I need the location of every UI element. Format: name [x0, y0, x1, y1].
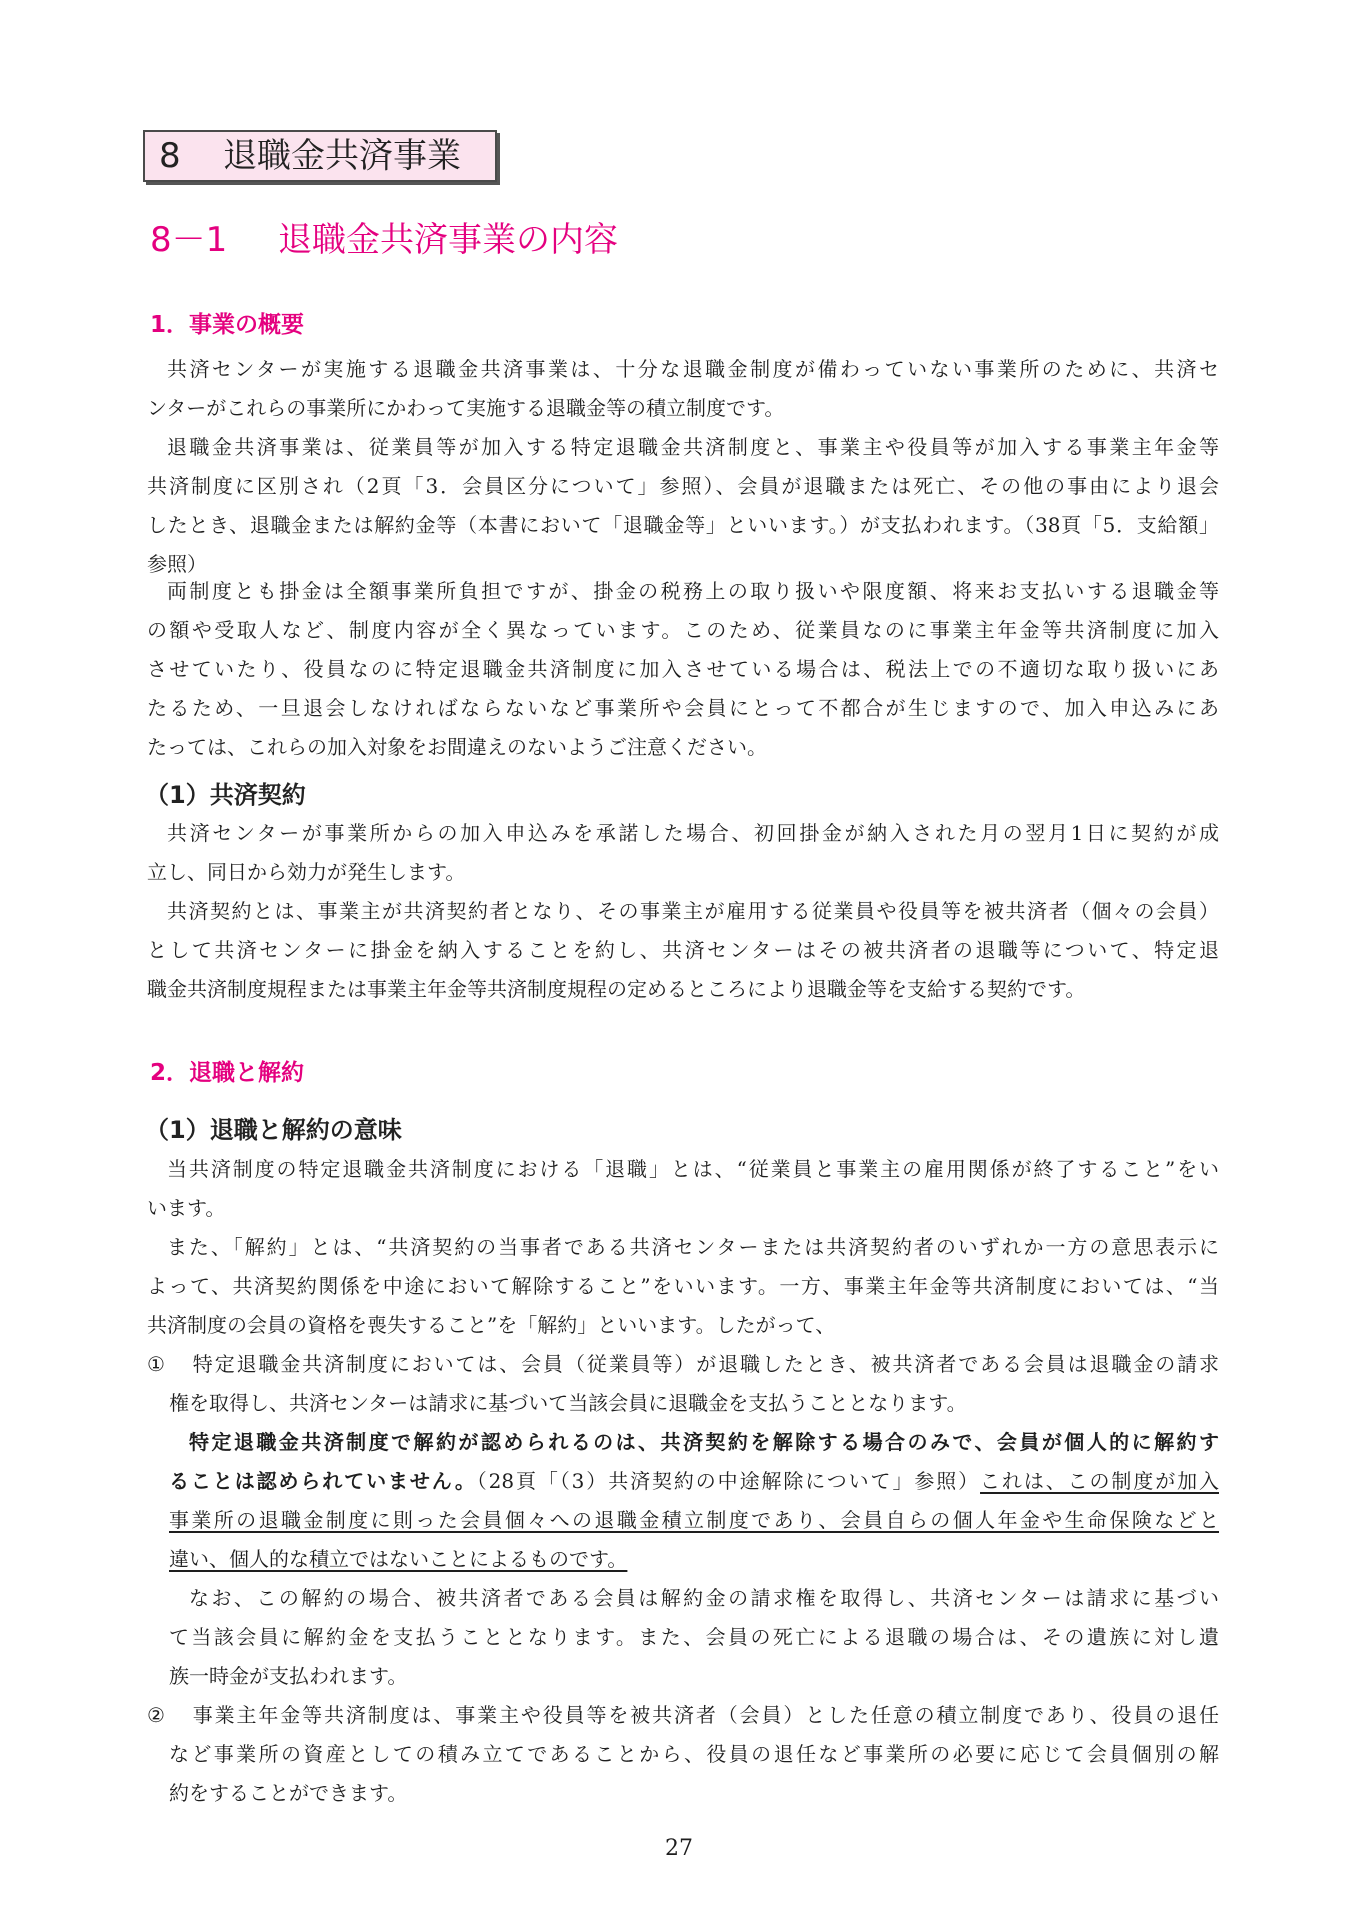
bold-notice-end: ることは認められていません。	[169, 1469, 477, 1493]
text-line: たっては、これらの加入対象をお間違えのないようご注意ください。	[147, 735, 767, 759]
item-text: 特定退職金共済制度においては、会員（従業員等）が退職したとき、被共済者である会員は退職金の請求	[192, 1352, 1219, 1376]
text-line	[147, 1501, 1219, 1540]
text-line: として共済センターに掛金を納入することを約し、共済センターはその被共済者の退職等について、特定退	[147, 938, 1219, 962]
section-title: 退職金共済事業の内容	[278, 220, 618, 260]
text-line: 退職金共済事業は、従業員等が加入する特定退職金共済制度と、事業主や役員等が加入する事業主年金等	[167, 435, 1219, 459]
paragraph-contract-1	[147, 814, 1219, 892]
paragraph-meaning-2	[147, 1228, 1219, 1345]
text-line: なお、この解約の場合、被共済者である会員は解約金の請求権を取得し、共済センターは請求に基づい	[189, 1586, 1219, 1610]
text-line: 共済センターが実施する退職金共済事業は、十分な退職金制度が備わっていない事業所のために、共済セ	[167, 357, 1219, 381]
item-marker: ①	[147, 1352, 165, 1376]
paragraph-meaning-1	[147, 1150, 1219, 1228]
reference-text: （28頁「（3）共済契約の中途解除について」参照）	[476, 1469, 981, 1493]
text-line	[147, 1540, 1219, 1579]
text-line: したとき、退職金または解約金等（本書において「退職金等」といいます。）が支払われます。（38頁「5．支給額」	[147, 513, 1219, 537]
text-line: ンターがこれらの事業所にかわって実施する退職金等の積立制度です。	[147, 396, 785, 420]
section-heading	[150, 212, 618, 261]
heading-overview: 1．事業の概要	[150, 312, 305, 338]
text-line: 共済制度の会員の資格を喪失すること”を「解約」といいます。したがって、	[147, 1313, 836, 1337]
underlined-text: 事業所の退職金制度に則った会員個々への退職金積立制度であり、会員自らの個人年金や生命保険などと	[169, 1508, 1219, 1532]
text-line: 共済センターが事業所からの加入申込みを承諾した場合、初回掛金が納入された月の翌月1日に契約が成	[167, 821, 1219, 845]
text-line: 共済制度に区別され（2頁「3．会員区分について」参照）、会員が退職または死亡、その他の事由により退会	[147, 474, 1219, 498]
text-line: 権を取得し、共済センターは請求に基づいて当該会員に退職金を支払うこととなります。	[169, 1391, 967, 1415]
text-line: 族一時金が支払われます。	[169, 1664, 408, 1688]
text-line: させていたり、役員なのに特定退職金共済制度に加入させている場合は、税法上での不適切な取り扱いにあ	[147, 657, 1219, 681]
paragraph-overview-3	[147, 572, 1219, 767]
chapter-heading	[143, 130, 497, 182]
text-line	[147, 1696, 1219, 1735]
page-number: 27	[665, 1836, 693, 1861]
text-line: 当共済制度の特定退職金共済制度における「退職」とは、“従業員と事業主の雇用関係が終了すること”をい	[167, 1157, 1219, 1181]
text-line: たるため、一旦退会しなければならないなど事業所や会員にとって不都合が生じますので、加入申込みにあ	[147, 696, 1219, 720]
underlined-text: これは、この制度が加入	[980, 1469, 1219, 1493]
underlined-text: 違い、個人的な積立ではないことによるものです。	[169, 1547, 628, 1571]
heading-meaning: （1）退職と解約の意味	[145, 1116, 402, 1144]
list-item-2	[147, 1696, 1219, 1813]
item-marker: ②	[147, 1703, 165, 1727]
text-line: よって、共済契約関係を中途において解除すること”をいいます。一方、事業主年金等共済制度においては、“当	[147, 1274, 1219, 1298]
bold-notice-line: 特定退職金共済制度で解約が認められるのは、共済契約を解除する場合のみで、会員が個人的に解約す	[189, 1430, 1219, 1454]
item-text: 事業主年金等共済制度は、事業主や役員等を被共済者（会員）とした任意の積立制度であり、役員の退任	[192, 1703, 1219, 1727]
text-line	[147, 1462, 1219, 1501]
text-line: 共済契約とは、事業主が共済契約者となり、その事業主が雇用する従業員や役員等を被共済者（個々の会員）	[167, 899, 1219, 923]
text-line: 職金共済制度規程または事業主年金等共済制度規程の定めるところにより退職金等を支給する契約です。	[147, 977, 1086, 1001]
text-line: て当該会員に解約金を支払うこととなります。また、会員の死亡による退職の場合は、その遺族に対し遺	[169, 1625, 1219, 1649]
paragraph-contract-2	[147, 892, 1219, 1009]
text-line: 約をすることができます。	[169, 1781, 408, 1805]
text-line: また、「解約」とは、“共済契約の当事者である共済センターまたは共済契約者のいずれか一方の意思表示に	[167, 1235, 1219, 1259]
text-line: います。	[147, 1196, 226, 1220]
text-line: 参照）	[147, 552, 207, 576]
paragraph-overview-1	[147, 350, 1219, 428]
text-line	[147, 1345, 1219, 1384]
paragraph-overview-2	[147, 428, 1219, 584]
text-line: の額や受取人など、制度内容が全く異なっています。このため、従業員なのに事業主年金等共済制度に加入	[147, 618, 1219, 642]
text-line: など事業所の資産としての積み立てであることから、役員の退任など事業所の必要に応じて会員個別の解	[169, 1742, 1219, 1766]
text-line: 両制度とも掛金は全額事業所負担ですが、掛金の税務上の取り扱いや限度額、将来お支払いする退職金等	[167, 579, 1219, 603]
heading-contract: （1）共済契約	[145, 781, 306, 809]
text-line: 立し、同日から効力が発生します。	[147, 860, 466, 884]
heading-retirement: 2．退職と解約	[150, 1060, 305, 1086]
chapter-title: 退職金共済事業	[223, 136, 461, 176]
chapter-number: 8	[159, 136, 181, 176]
list-item-1	[147, 1345, 1219, 1696]
section-number: 8－1	[150, 220, 228, 260]
